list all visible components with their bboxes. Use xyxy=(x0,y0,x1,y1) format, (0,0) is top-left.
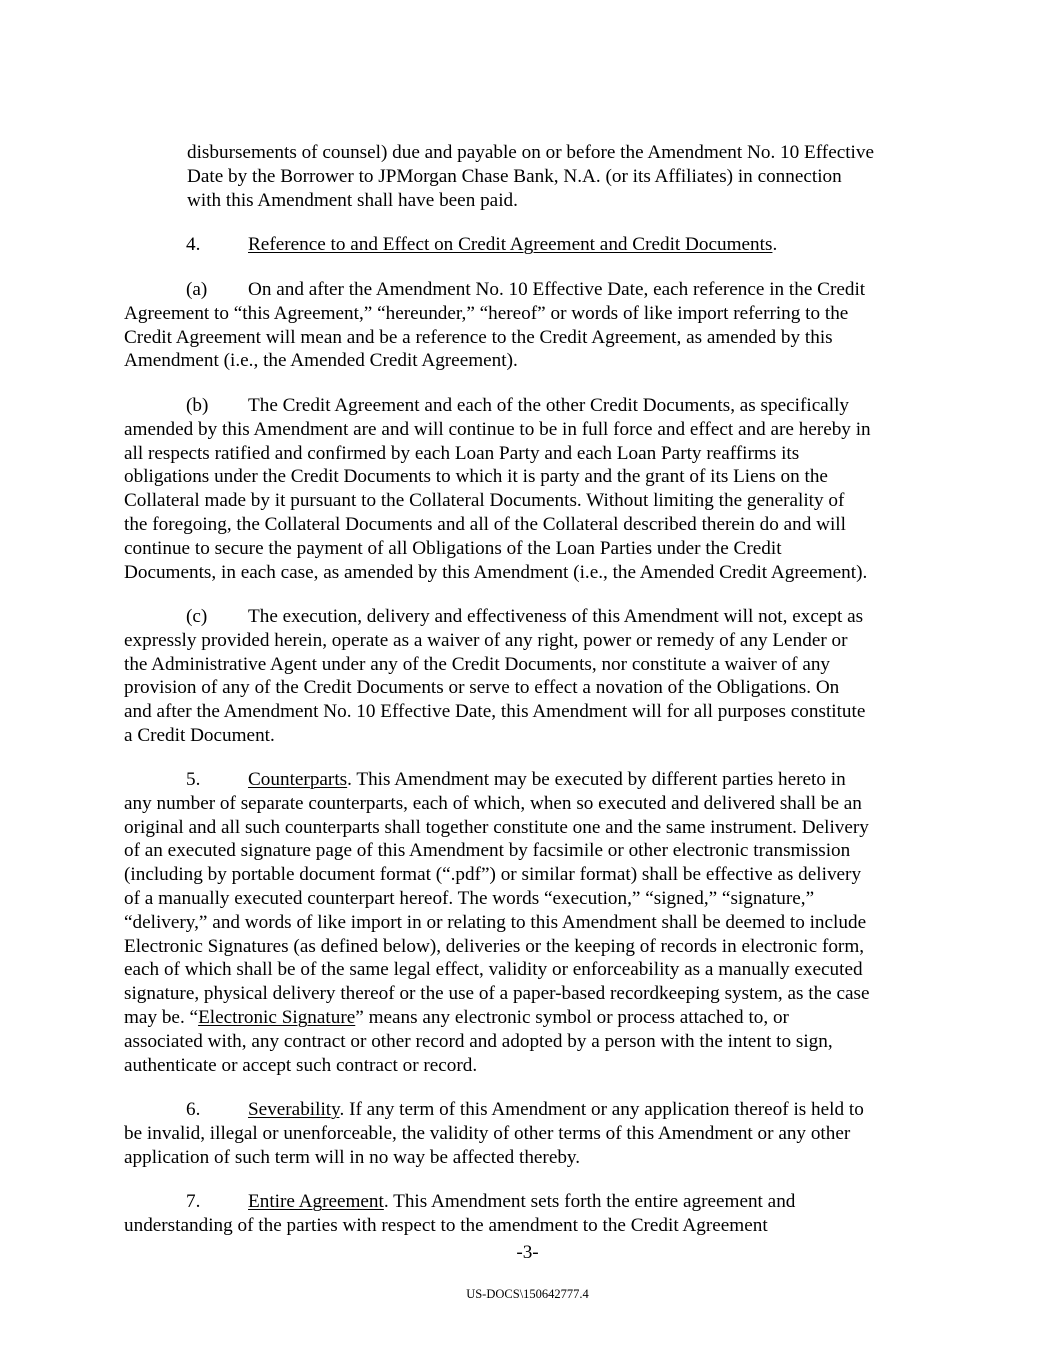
section-heading: Reference to and Effect on Credit Agreement and Credit Documents xyxy=(248,234,773,255)
text-line: and after the Amendment No. 10 Effective Date, this Amendment will for all purposes constitute xyxy=(124,701,866,723)
paragraph-label: (c) xyxy=(186,606,208,627)
text-line: . This Amendment sets forth the entire agreement and xyxy=(383,1191,796,1212)
text-line: original and all such counterparts shall together constitute one and the same instrument. Delivery xyxy=(124,816,869,838)
section-number: 7. xyxy=(186,1191,201,1212)
text-line: Credit Agreement will mean and be a reference to the Credit Agreement, as amended by this xyxy=(124,326,833,348)
section-number: 4. xyxy=(186,234,201,255)
text-line: obligations under the Credit Documents to which it is party and the grant of its Liens on the xyxy=(124,466,828,488)
text-line: application of such term will in no way be affected thereby. xyxy=(124,1146,581,1168)
text-line: . If any term of this Amendment or any application thereof is held to xyxy=(339,1099,864,1120)
page-number: -3- xyxy=(516,1242,539,1263)
text-line: the foregoing, the Collateral Documents and all of the Collateral described therein do and will xyxy=(124,513,846,535)
text-line: amended by this Amendment are and will continue to be in full force and effect and are hereby in xyxy=(124,418,871,440)
section-heading: Severability xyxy=(248,1099,340,1120)
section-number: 5. xyxy=(186,769,201,790)
text-line: of an executed signature page of this Amendment by facsimile or other electronic transmission xyxy=(124,840,851,862)
text-line: The execution, delivery and effectiveness of this Amendment will not, except as xyxy=(248,606,864,627)
section-heading: Entire Agreement xyxy=(248,1191,384,1212)
section-7 xyxy=(124,1190,939,1238)
text-line: ” means any electronic symbol or process attached to, or xyxy=(355,1006,789,1028)
text-line: the Administrative Agent under any of the Credit Documents, nor constitute a waiver of any xyxy=(124,653,831,675)
text-line: of a manually executed counterpart hereof. The words “execution,” “signed,” “signature,” xyxy=(124,887,815,909)
text-line: Electronic Signatures (as defined below), deliveries or the keeping of records in electronic form, xyxy=(124,935,865,957)
section-number: 6. xyxy=(186,1099,201,1120)
text-line: any number of separate counterparts, each of which, when so executed and delivered shall be an xyxy=(124,792,862,814)
text-line: disbursements of counsel) due and payable on or before the Amendment No. 10 Effective xyxy=(187,142,874,163)
text-line: expressly provided herein, operate as a waiver of any right, power or remedy of any Lender or xyxy=(124,629,848,651)
text-line: “delivery,” and words of like import in or relating to this Amendment shall be deemed to include xyxy=(124,911,867,933)
text-line: may be. “ xyxy=(124,1006,199,1028)
text-line: provision of any of the Credit Documents or serve to effect a novation of the Obligations. On xyxy=(124,677,840,699)
text-line: The Credit Agreement and each of the other Credit Documents, as specifically xyxy=(248,395,849,416)
paragraph-c xyxy=(124,605,939,748)
text-line: a Credit Document. xyxy=(124,724,275,746)
text-line: . This Amendment may be executed by different parties hereto in xyxy=(347,769,846,790)
paragraph-label: (a) xyxy=(186,279,208,300)
text-line: continue to secure the payment of all Obligations of the Loan Parties under the Credit xyxy=(124,537,782,559)
section-heading: Counterparts xyxy=(248,769,348,790)
text-line: be invalid, illegal or unenforceable, the validity of other terms of this Amendment or any other xyxy=(124,1122,851,1144)
text-line: all respects ratified and confirmed by each Loan Party and each Loan Party reaffirms its xyxy=(124,442,800,464)
text-line: Date by the Borrower to JPMorgan Chase Bank, N.A. (or its Affiliates) in connection xyxy=(187,165,842,187)
text-line: signature, physical delivery thereof or the use of a paper-based recordkeeping system, as the case xyxy=(124,983,870,1005)
text-line: Agreement to “this Agreement,” “hereunder,” “hereof” or words of like import referring to the xyxy=(124,302,849,324)
section-5 xyxy=(124,768,939,1077)
text-line: associated with, any contract or other record and adopted by a person with the intent to sign, xyxy=(124,1030,833,1052)
text-line: On and after the Amendment No. 10 Effective Date, each reference in the Credit xyxy=(248,279,866,300)
text-line: with this Amendment shall have been paid. xyxy=(187,189,518,211)
paragraph-label: (b) xyxy=(186,395,209,416)
text-line: (including by portable document format (“.pdf”) or similar format) shall be effective as delivery xyxy=(124,864,862,886)
section-6 xyxy=(124,1098,939,1169)
text-line: authenticate or accept such contract or record. xyxy=(124,1054,478,1076)
document-id: US-DOCS\150642777.4 xyxy=(466,1287,589,1301)
section-4-heading xyxy=(124,233,939,257)
paragraph-a xyxy=(124,278,939,373)
heading-suffix: . xyxy=(772,234,778,255)
intro-paragraph xyxy=(187,141,1002,212)
text-line: Collateral made by it pursuant to the Collateral Documents. Without limiting the generality of xyxy=(124,490,845,512)
text-line: Amendment (i.e., the Amended Credit Agreement). xyxy=(124,350,518,372)
text-line: each of which shall be of the same legal effect, validity or enforceability as a manually executed xyxy=(124,959,863,981)
defined-term: Electronic Signature xyxy=(198,1006,356,1028)
paragraph-b xyxy=(124,394,939,584)
text-line: Documents, in each case, as amended by this Amendment (i.e., the Amended Credit Agreement). xyxy=(124,561,868,583)
text-line: understanding of the parties with respect to the amendment to the Credit Agreement xyxy=(124,1214,768,1236)
